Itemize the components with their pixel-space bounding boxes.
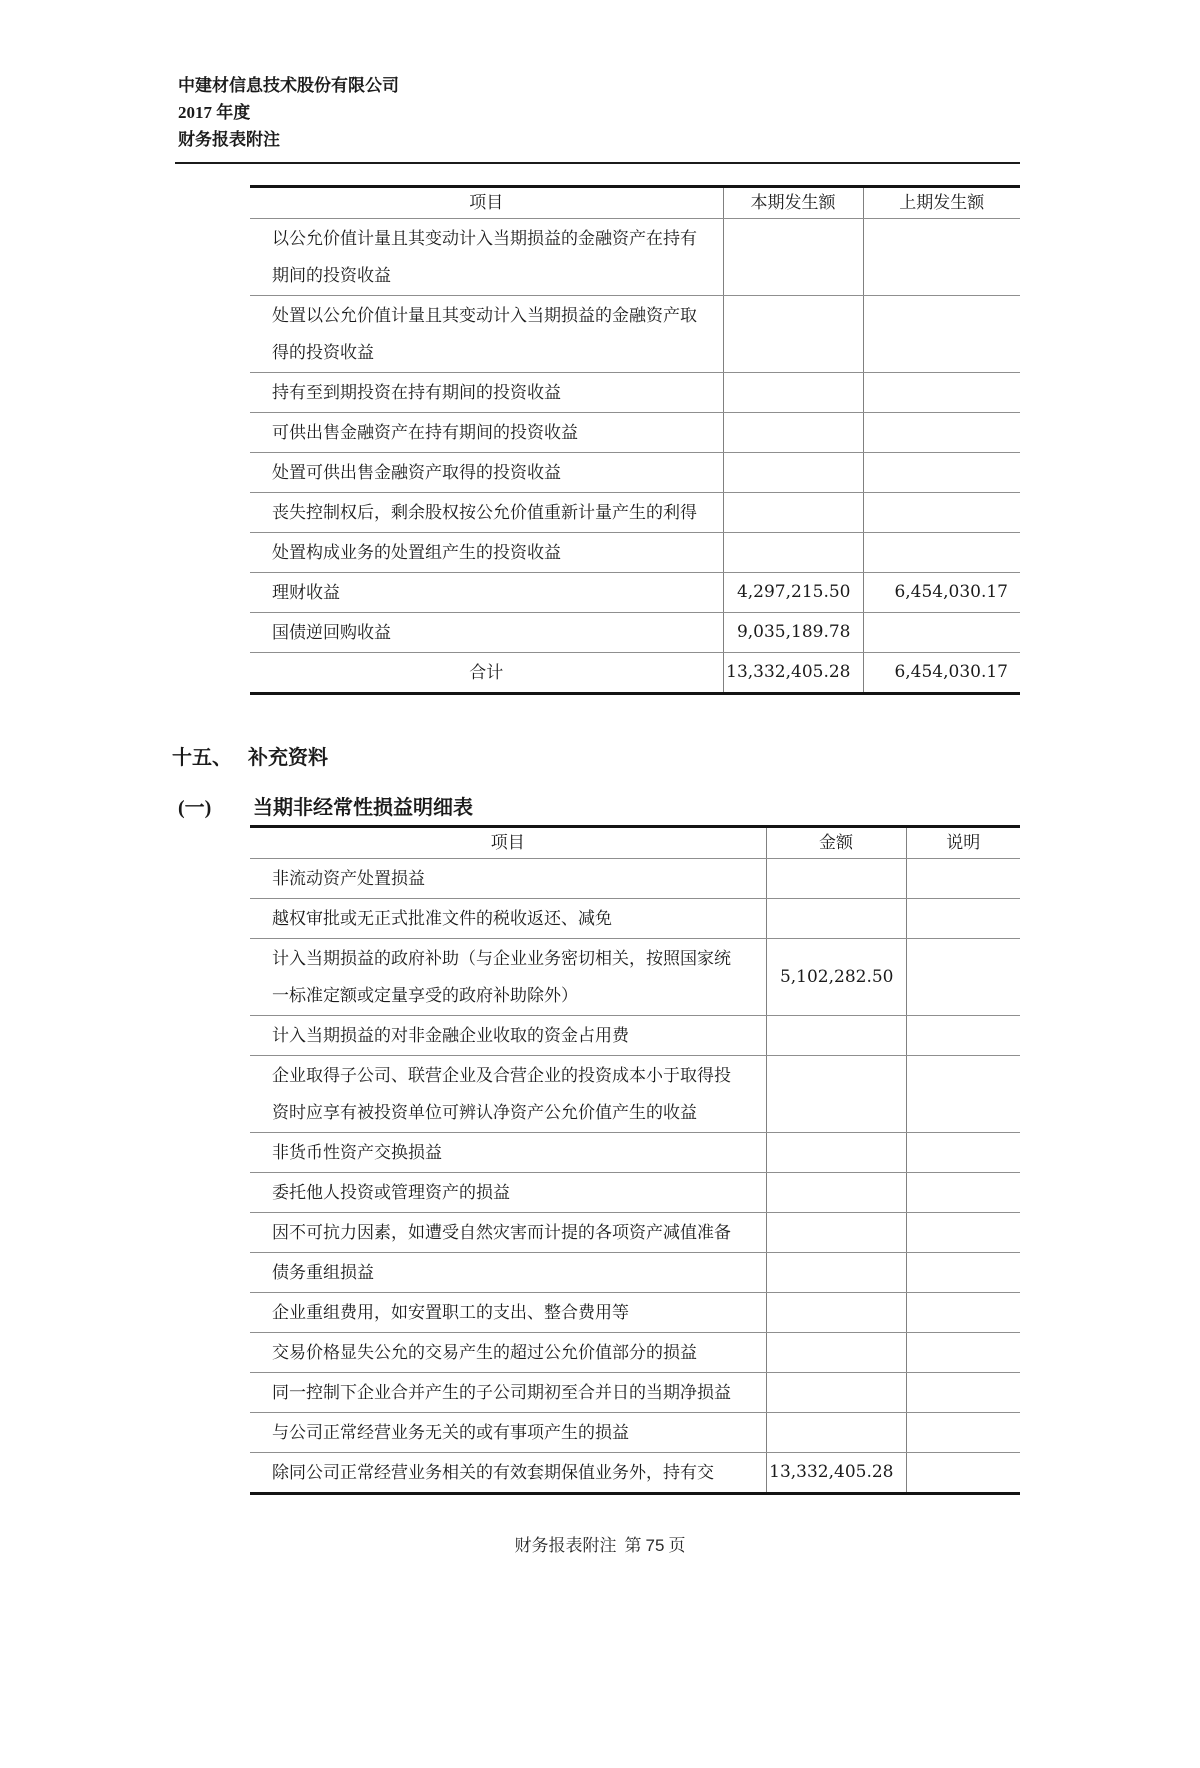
footer-page-number: 75 bbox=[645, 1536, 665, 1555]
amount-cell bbox=[766, 1373, 906, 1413]
item-cell: 债务重组损益 bbox=[250, 1253, 766, 1293]
item-cell: 计入当期损益的政府补助（与企业业务密切相关，按照国家统一标准定额或定量享受的政府补助除外） bbox=[250, 939, 766, 1016]
table-row bbox=[250, 653, 1020, 694]
table-row bbox=[250, 899, 1020, 939]
table-row bbox=[250, 1213, 1020, 1253]
current-period-amount-cell bbox=[723, 533, 863, 573]
page-footer bbox=[0, 1531, 1200, 1556]
table-row bbox=[250, 219, 1020, 296]
item-cell: 处置可供出售金融资产取得的投资收益 bbox=[250, 453, 723, 493]
table-row bbox=[250, 1453, 1020, 1494]
amount-cell bbox=[766, 1016, 906, 1056]
section-heading bbox=[172, 741, 1200, 770]
table-row bbox=[250, 533, 1020, 573]
report-year: 2017 年度 bbox=[178, 103, 251, 122]
table-row bbox=[250, 939, 1020, 1016]
prior-period-amount-cell bbox=[863, 219, 1020, 296]
header-divider bbox=[175, 162, 1020, 164]
note-cell bbox=[906, 1293, 1020, 1333]
prior-period-amount-cell bbox=[863, 613, 1020, 653]
note-cell bbox=[906, 1373, 1020, 1413]
current-period-amount-cell bbox=[723, 413, 863, 453]
amount-cell bbox=[766, 1133, 906, 1173]
column-header-amount: 金额 bbox=[766, 827, 906, 859]
table-row bbox=[250, 1016, 1020, 1056]
item-cell: 同一控制下企业合并产生的子公司期初至合并日的当期净损益 bbox=[250, 1373, 766, 1413]
prior-period-amount-cell: 6,454,030.17 bbox=[863, 653, 1020, 694]
table-row bbox=[250, 296, 1020, 373]
note-cell bbox=[906, 1413, 1020, 1453]
prior-period-amount-cell bbox=[863, 493, 1020, 533]
amount-cell bbox=[766, 1173, 906, 1213]
note-cell bbox=[906, 1173, 1020, 1213]
nonrecurring-items-table-header bbox=[250, 827, 1020, 859]
note-cell bbox=[906, 1453, 1020, 1494]
column-header-item: 项目 bbox=[250, 827, 766, 859]
prior-period-amount-cell bbox=[863, 413, 1020, 453]
note-cell bbox=[906, 1056, 1020, 1133]
item-cell: 企业重组费用，如安置职工的支出、整合费用等 bbox=[250, 1293, 766, 1333]
table-row bbox=[250, 1293, 1020, 1333]
amount-cell bbox=[766, 1253, 906, 1293]
prior-period-amount-cell bbox=[863, 533, 1020, 573]
item-cell: 非流动资产处置损益 bbox=[250, 859, 766, 899]
current-period-amount-cell bbox=[723, 296, 863, 373]
item-cell: 与公司正常经营业务无关的或有事项产生的损益 bbox=[250, 1413, 766, 1453]
current-period-amount-cell bbox=[723, 219, 863, 296]
note-cell bbox=[906, 899, 1020, 939]
investment-income-table-body bbox=[250, 219, 1020, 694]
prior-period-amount-cell bbox=[863, 453, 1020, 493]
column-header-item: 项目 bbox=[250, 187, 723, 219]
note-cell bbox=[906, 1016, 1020, 1056]
item-cell: 可供出售金融资产在持有期间的投资收益 bbox=[250, 413, 723, 453]
amount-cell bbox=[766, 1413, 906, 1453]
prior-period-amount-cell: 6,454,030.17 bbox=[863, 573, 1020, 613]
table-row bbox=[250, 1373, 1020, 1413]
current-period-amount-cell: 13,332,405.28 bbox=[723, 653, 863, 694]
amount-cell bbox=[766, 859, 906, 899]
item-cell: 理财收益 bbox=[250, 573, 723, 613]
item-cell: 处置以公允价值计量且其变动计入当期损益的金融资产取得的投资收益 bbox=[250, 296, 723, 373]
footer-page-suffix: 页 bbox=[668, 1536, 686, 1555]
table-row bbox=[250, 413, 1020, 453]
footer-page-prefix: 第 bbox=[624, 1536, 642, 1555]
prior-period-amount-cell bbox=[863, 373, 1020, 413]
subsection-heading bbox=[178, 791, 1200, 820]
amount-cell: 13,332,405.28 bbox=[766, 1453, 906, 1494]
item-cell: 计入当期损益的对非金融企业收取的资金占用费 bbox=[250, 1016, 766, 1056]
item-cell: 委托他人投资或管理资产的损益 bbox=[250, 1173, 766, 1213]
current-period-amount-cell: 4,297,215.50 bbox=[723, 573, 863, 613]
note-cell bbox=[906, 859, 1020, 899]
investment-income-table bbox=[250, 185, 1020, 695]
item-cell: 持有至到期投资在持有期间的投资收益 bbox=[250, 373, 723, 413]
current-period-amount-cell bbox=[723, 453, 863, 493]
amount-cell: 5,102,282.50 bbox=[766, 939, 906, 1016]
investment-income-table-header bbox=[250, 187, 1020, 219]
note-cell bbox=[906, 939, 1020, 1016]
table-row bbox=[250, 1413, 1020, 1453]
nonrecurring-items-table bbox=[250, 825, 1020, 1495]
note-cell bbox=[906, 1333, 1020, 1373]
amount-cell bbox=[766, 1293, 906, 1333]
table-row bbox=[250, 613, 1020, 653]
item-cell: 处置构成业务的处置组产生的投资收益 bbox=[250, 533, 723, 573]
table-row bbox=[250, 1056, 1020, 1133]
company-name: 中建材信息技术股份有限公司 bbox=[178, 76, 399, 95]
nonrecurring-items-table-body bbox=[250, 859, 1020, 1494]
table-row bbox=[250, 1253, 1020, 1293]
subsection-number: (一) bbox=[178, 797, 212, 819]
table-row bbox=[250, 453, 1020, 493]
table-row bbox=[250, 1173, 1020, 1213]
note-cell bbox=[906, 1133, 1020, 1173]
table-row bbox=[250, 493, 1020, 533]
current-period-amount-cell: 9,035,189.78 bbox=[723, 613, 863, 653]
note-cell bbox=[906, 1253, 1020, 1293]
note-cell bbox=[906, 1213, 1020, 1253]
document-title: 财务报表附注 bbox=[178, 130, 280, 149]
table-row bbox=[250, 573, 1020, 613]
table-row bbox=[250, 859, 1020, 899]
item-cell: 丧失控制权后，剩余股权按公允价值重新计量产生的利得 bbox=[250, 493, 723, 533]
item-cell: 因不可抗力因素，如遭受自然灾害而计提的各项资产减值准备 bbox=[250, 1213, 766, 1253]
current-period-amount-cell bbox=[723, 493, 863, 533]
column-header-note: 说明 bbox=[906, 827, 1020, 859]
item-cell: 企业取得子公司、联营企业及合营企业的投资成本小于取得投资时应享有被投资单位可辨认净资产公允价值产生的收益 bbox=[250, 1056, 766, 1133]
table-row bbox=[250, 373, 1020, 413]
amount-cell bbox=[766, 899, 906, 939]
item-cell: 越权审批或无正式批准文件的税收返还、减免 bbox=[250, 899, 766, 939]
header-row bbox=[250, 187, 1020, 219]
item-cell: 非货币性资产交换损益 bbox=[250, 1133, 766, 1173]
item-cell: 除同公司正常经营业务相关的有效套期保值业务外，持有交 bbox=[250, 1453, 766, 1494]
prior-period-amount-cell bbox=[863, 296, 1020, 373]
table-row bbox=[250, 1133, 1020, 1173]
table-row bbox=[250, 1333, 1020, 1373]
subsection-title: 当期非经常性损益明细表 bbox=[253, 797, 473, 819]
document-page bbox=[0, 72, 1200, 1768]
section-number: 十五、 bbox=[172, 747, 232, 769]
footer-doc-label: 财务报表附注 bbox=[514, 1536, 617, 1555]
current-period-amount-cell bbox=[723, 373, 863, 413]
item-cell: 以公允价值计量且其变动计入当期损益的金融资产在持有期间的投资收益 bbox=[250, 219, 723, 296]
column-header-current-period: 本期发生额 bbox=[723, 187, 863, 219]
header-row bbox=[250, 827, 1020, 859]
item-cell: 合计 bbox=[250, 653, 723, 694]
column-header-prior-period: 上期发生额 bbox=[863, 187, 1020, 219]
amount-cell bbox=[766, 1213, 906, 1253]
page-header bbox=[178, 72, 1200, 153]
amount-cell bbox=[766, 1056, 906, 1133]
amount-cell bbox=[766, 1333, 906, 1373]
item-cell: 交易价格显失公允的交易产生的超过公允价值部分的损益 bbox=[250, 1333, 766, 1373]
section-title: 补充资料 bbox=[248, 747, 328, 769]
item-cell: 国债逆回购收益 bbox=[250, 613, 723, 653]
